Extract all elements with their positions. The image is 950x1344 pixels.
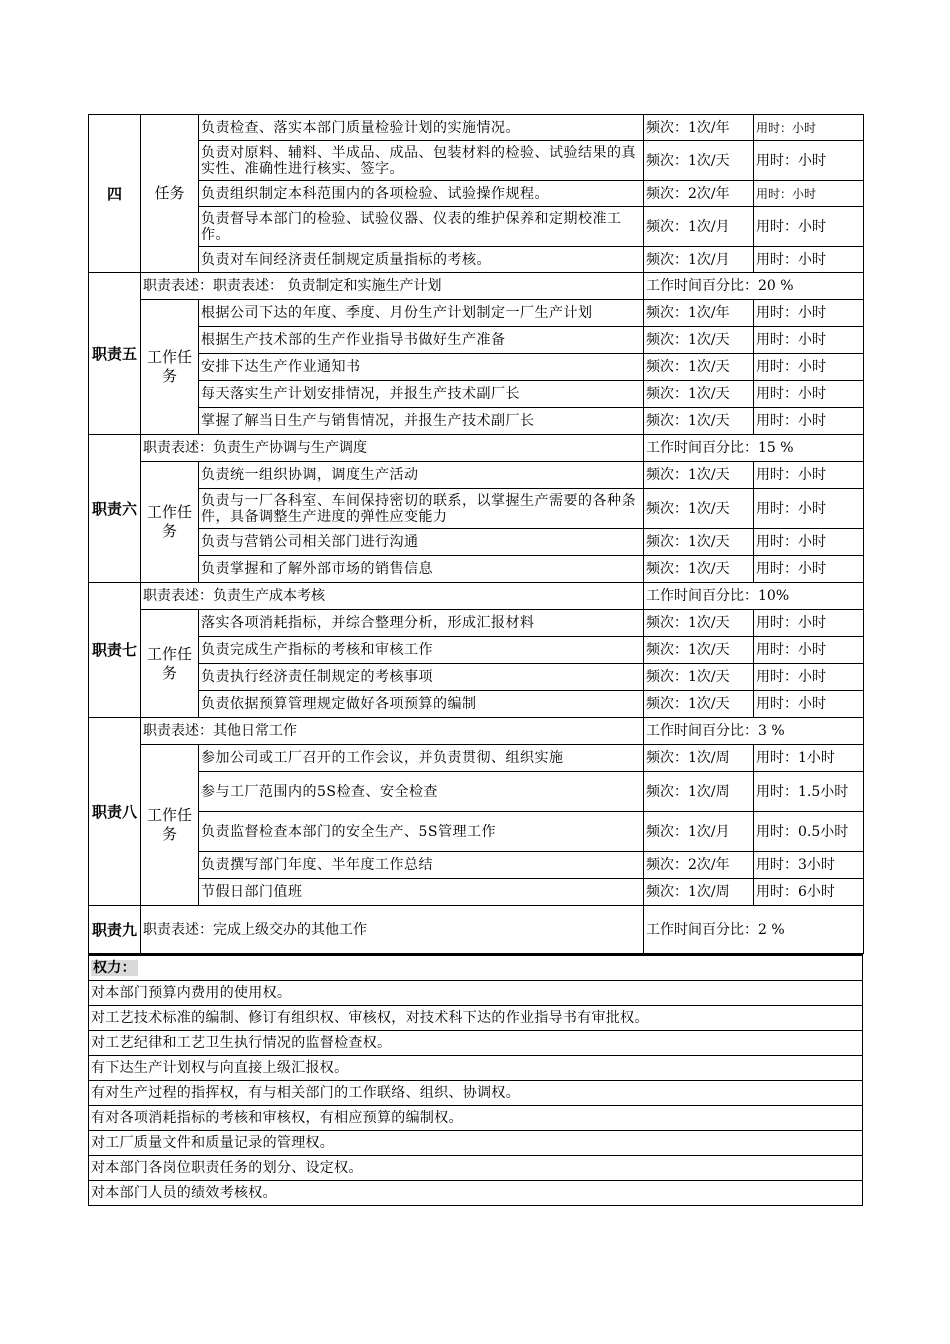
duty-6-sub: 工作任务 (141, 462, 199, 583)
task-text: 负责撰写部门年度、半年度工作总结 (199, 852, 644, 879)
task-hours: 用时：小时 (754, 408, 864, 435)
task-frequency: 频次：1次/月 (644, 247, 754, 273)
work-time-percent: 工作时间百分比：20 % (644, 273, 864, 300)
task-frequency: 频次：1次/周 (644, 879, 754, 906)
task-hours: 用时：小时 (754, 327, 864, 354)
duty-8-sub: 工作任务 (141, 745, 199, 906)
task-hours: 用时：小时 (754, 141, 864, 181)
task-hours: 用时：小时 (754, 300, 864, 327)
task-hours: 用时：1.5小时 (754, 772, 864, 812)
power-item: 有下达生产计划权与向直接上级汇报权。 (89, 1056, 863, 1081)
task-text: 负责督导本部门的检验、试验仪器、仪表的维护保养和定期校准工作。 (199, 207, 644, 247)
powers-heading: 权力： (89, 955, 863, 981)
power-item: 对工艺纪律和工艺卫生执行情况的监督检查权。 (89, 1031, 863, 1056)
task-hours: 用时：小时 (754, 529, 864, 556)
duty-6-label: 职责六 (89, 435, 141, 583)
task-text: 每天落实生产计划安排情况，并报生产技术副厂长 (199, 381, 644, 408)
task-text: 负责对原料、辅料、半成品、成品、包装材料的检验、试验结果的真实性、准确性进行核实、签字。 (199, 141, 644, 181)
duty-statement: 职责表述：完成上级交办的其他工作 (141, 906, 644, 954)
task-hours: 用时：小时 (754, 181, 864, 207)
task-text: 根据生产技术部的生产作业指导书做好生产准备 (199, 327, 644, 354)
task-text: 负责依据预算管理规定做好各项预算的编制 (199, 691, 644, 718)
task-frequency: 频次：1次/天 (644, 489, 754, 529)
work-time-percent: 工作时间百分比：10% (644, 583, 864, 610)
work-time-percent: 工作时间百分比：2 % (644, 906, 864, 954)
duty-statement: 职责表述：负责生产协调与生产调度 (141, 435, 644, 462)
task-text: 负责检查、落实本部门质量检验计划的实施情况。 (199, 115, 644, 141)
duty-7-sub: 工作任务 (141, 610, 199, 718)
task-hours: 用时：小时 (754, 115, 864, 141)
task-text: 参加公司或工厂召开的工作会议，并负责贯彻、组织实施 (199, 745, 644, 772)
task-frequency: 频次：1次/天 (644, 529, 754, 556)
power-item: 对本部门人员的绩效考核权。 (89, 1181, 863, 1206)
duty-9-label: 职责九 (89, 906, 141, 954)
power-item: 对本部门各岗位职责任务的划分、设定权。 (89, 1156, 863, 1181)
task-text: 负责组织制定本科范围内的各项检验、试验操作规程。 (199, 181, 644, 207)
power-item: 有对生产过程的指挥权，有与相关部门的工作联络、组织、协调权。 (89, 1081, 863, 1106)
task-hours: 用时：3小时 (754, 852, 864, 879)
task-frequency: 频次：1次/天 (644, 327, 754, 354)
task-hours: 用时：小时 (754, 247, 864, 273)
duty-statement: 职责表述：职责表述： 负责制定和实施生产计划 (141, 273, 644, 300)
task-text: 安排下达生产作业通知书 (199, 354, 644, 381)
task-frequency: 频次：1次/天 (644, 691, 754, 718)
task-text: 负责对车间经济责任制规定质量指标的考核。 (199, 247, 644, 273)
task-frequency: 频次：1次/天 (644, 610, 754, 637)
task-hours: 用时：小时 (754, 664, 864, 691)
task-frequency: 频次：1次/天 (644, 354, 754, 381)
task-frequency: 频次：1次/天 (644, 556, 754, 583)
duties-table (88, 114, 864, 954)
task-frequency: 频次：1次/天 (644, 141, 754, 181)
task-hours: 用时：小时 (754, 556, 864, 583)
task-text: 负责执行经济责任制规定的考核事项 (199, 664, 644, 691)
task-hours: 用时：小时 (754, 207, 864, 247)
task-text: 参与工厂范围内的5S检查、安全检查 (199, 772, 644, 812)
duty-statement: 职责表述：负责生产成本考核 (141, 583, 644, 610)
power-item: 对本部门预算内费用的使用权。 (89, 981, 863, 1006)
duty-4-sub: 任务 (141, 115, 199, 273)
duty-8-label: 职责八 (89, 718, 141, 906)
task-frequency: 频次：1次/月 (644, 207, 754, 247)
task-frequency: 频次：1次/天 (644, 664, 754, 691)
duty-5-sub: 工作任务 (141, 300, 199, 435)
task-frequency: 频次：1次/天 (644, 408, 754, 435)
work-time-percent: 工作时间百分比：3 % (644, 718, 864, 745)
responsibility-sheet (88, 114, 863, 1206)
task-text: 根据公司下达的年度、季度、月份生产计划制定一厂生产计划 (199, 300, 644, 327)
task-hours: 用时：小时 (754, 637, 864, 664)
task-frequency: 频次：1次/周 (644, 745, 754, 772)
power-item: 对工厂质量文件和质量记录的管理权。 (89, 1131, 863, 1156)
powers-table (88, 954, 863, 1206)
task-hours: 用时：小时 (754, 610, 864, 637)
task-text: 负责与营销公司相关部门进行沟通 (199, 529, 644, 556)
task-text: 负责完成生产指标的考核和审核工作 (199, 637, 644, 664)
task-text: 负责统一组织协调，调度生产活动 (199, 462, 644, 489)
power-item: 有对各项消耗指标的考核和审核权，有相应预算的编制权。 (89, 1106, 863, 1131)
task-hours: 用时：1小时 (754, 745, 864, 772)
duty-4-label: 四 (89, 115, 141, 273)
power-item: 对工艺技术标准的编制、修订有组织权、审核权，对技术科下达的作业指导书有审批权。 (89, 1006, 863, 1031)
task-frequency: 频次：1次/天 (644, 637, 754, 664)
task-frequency: 频次：2次/年 (644, 852, 754, 879)
task-text: 负责监督检查本部门的安全生产、5S管理工作 (199, 812, 644, 852)
task-hours: 用时：0.5小时 (754, 812, 864, 852)
task-frequency: 频次：1次/周 (644, 772, 754, 812)
task-text: 负责与一厂各科室、车间保持密切的联系，以掌握生产需要的各种条件，具备调整生产进度的弹性应变能力 (199, 489, 644, 529)
task-frequency: 频次：2次/年 (644, 181, 754, 207)
duty-7-label: 职责七 (89, 583, 141, 718)
task-text: 负责掌握和了解外部市场的销售信息 (199, 556, 644, 583)
task-text: 落实各项消耗指标，并综合整理分析，形成汇报材料 (199, 610, 644, 637)
task-hours: 用时：小时 (754, 381, 864, 408)
task-frequency: 频次：1次/天 (644, 462, 754, 489)
task-hours: 用时：小时 (754, 354, 864, 381)
task-frequency: 频次：1次/年 (644, 300, 754, 327)
duty-statement: 职责表述：其他日常工作 (141, 718, 644, 745)
task-hours: 用时：小时 (754, 489, 864, 529)
task-text: 节假日部门值班 (199, 879, 644, 906)
task-hours: 用时：小时 (754, 691, 864, 718)
duty-5-label: 职责五 (89, 273, 141, 435)
work-time-percent: 工作时间百分比：15 % (644, 435, 864, 462)
task-frequency: 频次：1次/年 (644, 115, 754, 141)
task-hours: 用时：6小时 (754, 879, 864, 906)
task-frequency: 频次：1次/月 (644, 812, 754, 852)
task-frequency: 频次：1次/天 (644, 381, 754, 408)
task-hours: 用时：小时 (754, 462, 864, 489)
task-text: 掌握了解当日生产与销售情况，并报生产技术副厂长 (199, 408, 644, 435)
